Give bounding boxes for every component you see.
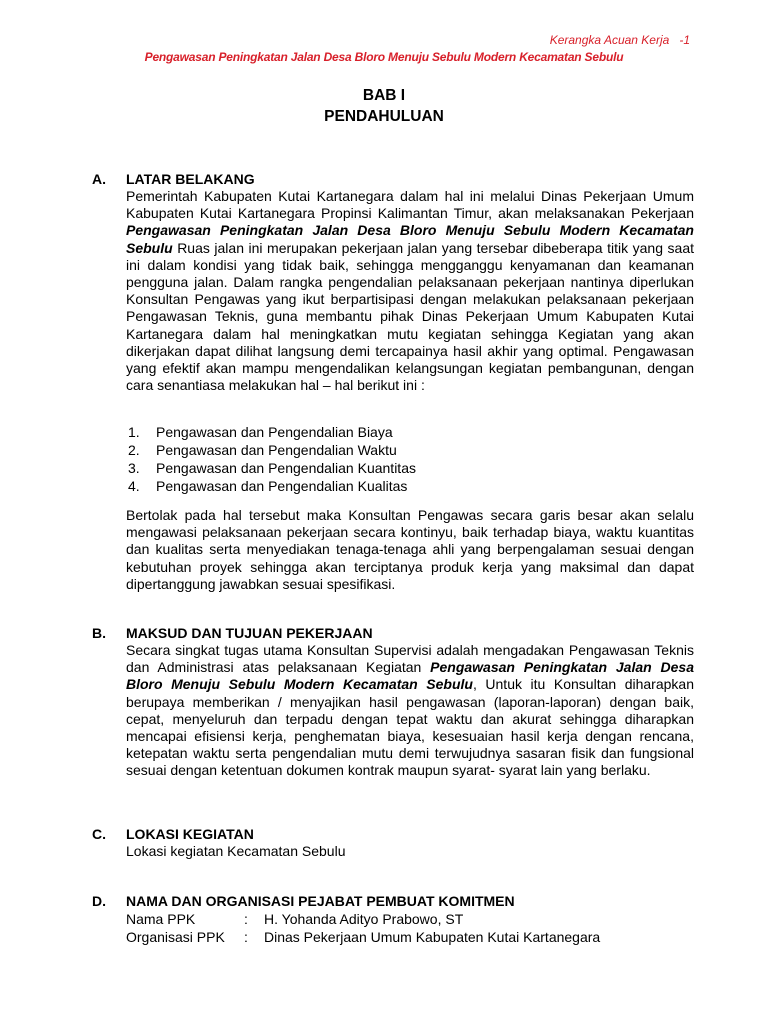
list-number: 1. — [128, 424, 140, 440]
ppk-organization-row — [126, 928, 600, 946]
para-text: Secara singkat tugas utama Konsultan Supervisi adalah mengadakan Pengawasan Teknis dan Administrasi atas pelaksanaan Kegiatan — [126, 642, 694, 676]
section-c-title: LOKASI KEGIATAN — [126, 826, 254, 842]
list-text: Pengawasan dan Pengendalian Kualitas — [156, 478, 408, 494]
chapter-heading — [0, 85, 768, 127]
list-text: Pengawasan dan Pengendalian Waktu — [156, 442, 397, 458]
row-value: H. Yohanda Adityo Prabowo, ST — [264, 911, 464, 927]
para-text: Ruas jalan ini merupakan pekerjaan jalan yang tersebar dibeberapa titik yang saat ini dalam kondisi yang tidak baik, sehingga mengganggu kenyamanan dan keamanan pengguna jalan. Dalam rangka pengendalian pelaksanaan pekerjaan nantinya diperlukan Konsultan Pengawas yang ikut berpartisipasi dengan melakukan pelaksanaan pekerjaan Pengawasan Teknis, guna membantu pihak Dinas Pekerjaan Umum Kabupaten Kutai Kartanegara dalam hal meningkatkan mutu kegiatan sehingga Kegiatan yang akan dikerjakan dapat dilihat langsung demi tercapainya hasil akhir yang optimal. Pengawasan yang efektif akan mampu mengendalikan kelangsungan kegiatan pembangunan, dengan cara senantiasa melakukan hal – hal berikut ini : — [126, 239, 694, 394]
list-text: Pengawasan dan Pengendalian Biaya — [156, 424, 393, 440]
list-number: 4. — [128, 478, 140, 494]
para-emphasis: Pengawasan Peningkatan Jalan Desa Bloro Menuju Sebulu Modern Kecamatan Sebulu — [126, 659, 694, 693]
list-number: 3. — [128, 460, 140, 476]
chapter-title: PENDAHULUAN — [324, 108, 444, 125]
section-a-letter: A. — [92, 171, 106, 187]
list-text: Pengawasan dan Pengendalian Kuantitas — [156, 460, 416, 476]
list-item — [128, 477, 416, 495]
chapter-number: BAB I — [362, 87, 406, 104]
section-b-paragraph — [126, 642, 694, 780]
document-title: Kerangka Acuan Kerja — [549, 33, 670, 47]
section-b-title: MAKSUD DAN TUJUAN PEKERJAAN — [126, 625, 373, 641]
para-emphasis: Pengawasan Peningkatan Jalan Desa Bloro Menuju Sebulu Modern Kecamatan Sebulu — [126, 222, 694, 256]
row-colon: : — [244, 911, 248, 927]
list-item — [128, 441, 416, 459]
list-item — [128, 423, 416, 441]
row-key: Organisasi PPK — [126, 929, 225, 945]
ppk-name-row — [126, 910, 463, 928]
project-title-header: Pengawasan Peningkatan Jalan Desa Bloro Menuju Sebulu Modern Kecamatan Sebulu — [144, 50, 624, 64]
section-d-letter: D. — [92, 893, 106, 909]
section-a-paragraph-1 — [126, 188, 694, 394]
section-b-letter: B. — [92, 625, 106, 641]
section-c-letter: C. — [92, 826, 106, 842]
section-a-title: LATAR BELAKANG — [126, 171, 255, 187]
list-item — [128, 459, 416, 477]
row-key: Nama PPK — [126, 911, 196, 927]
list-number: 2. — [128, 442, 140, 458]
para-text: Pemerintah Kabupaten Kutai Kartanegara dalam hal ini melalui Dinas Pekerjaan Umum Kabupaten Kutai Kartanegara Propinsi Kalimantan Timur, akan melaksanakan Pekerjaan — [126, 188, 694, 222]
para-text: , Untuk itu Konsultan diharapkan berupaya memberikan / menyajikan hasil pengawasan (laporan-laporan) dengan baik, cepat, menyeluruh dan terpadu dengan tepat waktu dan akurat sehingga diharapkan mencapai efisiensi kerja, penghematan biaya, kesesuaian hasil kerja dengan rencana, ketepatan waktu serta pengendalian mutu demi terwujudnya sasaran fisik dan fungsional sesuai dengan ketentuan dokumen kontrak maupun syarat- syarat lain yang berlaku. — [126, 676, 694, 779]
control-list — [128, 423, 416, 495]
row-value: Dinas Pekerjaan Umum Kabupaten Kutai Kartanegara — [264, 929, 601, 945]
page-number: -1 — [679, 33, 690, 47]
running-header — [550, 33, 690, 47]
section-c-text: Lokasi kegiatan Kecamatan Sebulu — [126, 843, 346, 859]
section-a-paragraph-2: Bertolak pada hal tersebut maka Konsultan Pengawas secara garis besar akan selalu mengawasi pelaksanaan pekerjaan secara kontinyu, baik terhadap biaya, waktu kuantitas dan kualitas serta menyediakan tenaga-tenaga ahli yang berpengalaman sesuai dengan kebutuhan proyek sehingga akan terciptanya produk kerja yang maksimal dan dapat dipertanggung jawabkan sesuai spesifikasi. — [126, 507, 694, 592]
row-colon: : — [244, 929, 248, 945]
section-d-title: NAMA DAN ORGANISASI PEJABAT PEMBUAT KOMITMEN — [126, 893, 515, 909]
